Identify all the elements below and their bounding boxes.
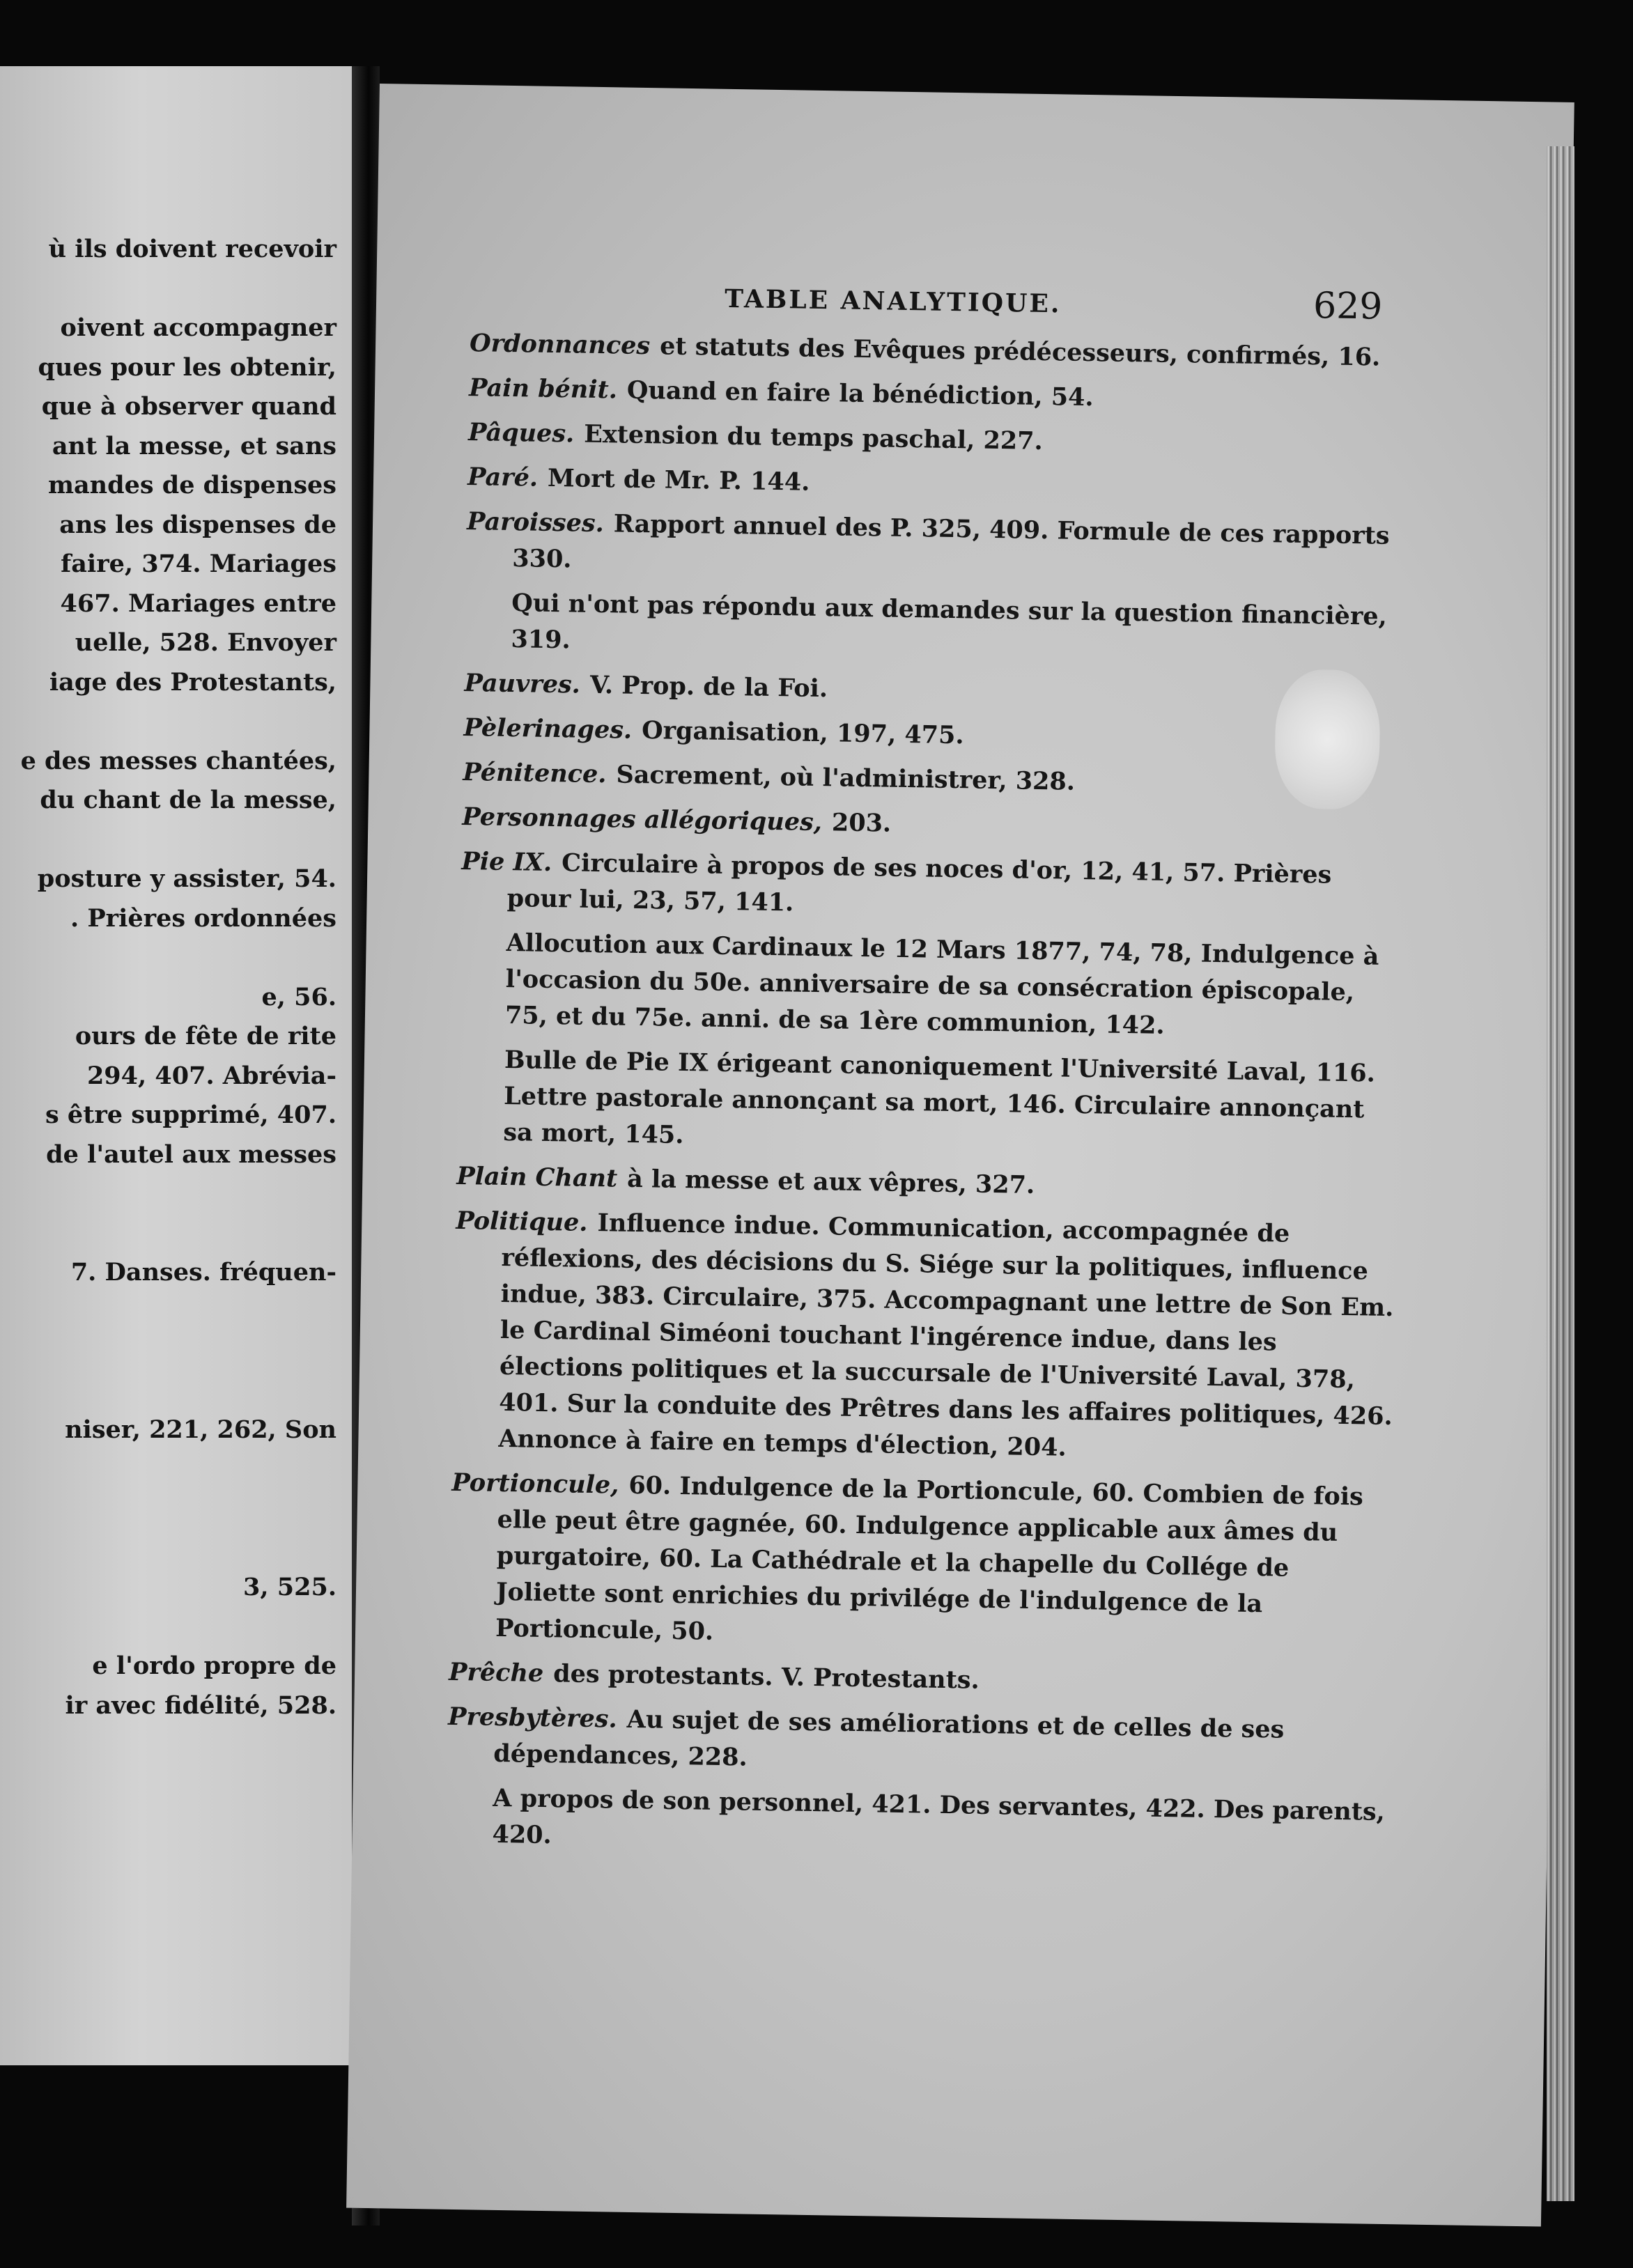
index-term: Portioncule, (451, 1468, 619, 1500)
index-text: Organisation, 197, 475. (641, 716, 964, 750)
index-term: Paré. (467, 463, 539, 492)
left-page-line: mandes de dispenses (47, 471, 336, 499)
left-page-line: ù ils doivent recevoir (48, 235, 336, 263)
index-text: des protestants. V. Protestants. (552, 1659, 980, 1695)
left-page-line: e, 56. (261, 982, 336, 1011)
left-page-line: 3, 525. (243, 1573, 336, 1601)
index-text: Mort de Mr. P. 144. (547, 463, 810, 497)
index-term: Personnages allégoriques, (462, 802, 823, 837)
index-term: Paroisses. (466, 507, 605, 538)
left-page-line: niser, 221, 262, Son (65, 1415, 336, 1444)
index-term: Pauvres. (464, 669, 581, 699)
index-entry (452, 1203, 1397, 1471)
left-page-line: ans les dispenses de (59, 510, 336, 539)
left-page-line: oivent accompagner (60, 313, 336, 342)
index-text: Au sujet de ses améliorations et de celles de ses dépendances, 228. (493, 1704, 1285, 1772)
left-page-line: ours de fête de rite (75, 1022, 336, 1050)
index-text: Circulaire à propos de ses noces d'or, 12, 41, 57. Prières pour lui, 23, 57, 141. (506, 848, 1332, 917)
index-term: Politique. (456, 1206, 588, 1237)
index-entry (463, 754, 1404, 805)
left-page-line: posture y assister, 54. (37, 864, 336, 893)
index-entry (469, 370, 1410, 421)
left-page-line: du chant de la messe, (40, 786, 336, 814)
index-entry (468, 414, 1409, 465)
index-term: Pie IX. (461, 846, 552, 878)
index-subentry: Allocution aux Cardinaux le 12 Mars 1877, 74, 78, Indulgence à l'occasion du 50e. anniversaire de sa consécration épiscopale, 75, et du 75e. anni. de sa 1ère communion, 142. (504, 929, 1379, 1040)
index-page (346, 84, 1574, 2227)
index-entry (447, 1699, 1388, 1786)
index-term: Prêche (448, 1657, 544, 1688)
index-subentry: A propos de son personnel, 421. Des servantes, 422. Des parents, 420. (492, 1783, 1386, 1850)
index-entry (470, 325, 1411, 376)
index-text: à la messe et aux vêpres, 327. (626, 1164, 1035, 1199)
index-text: 203. (831, 808, 892, 838)
left-page-line: de l'autel aux messes (46, 1140, 336, 1169)
left-page-line: e des messes chantées, (20, 746, 336, 775)
page-edges (1547, 146, 1574, 2201)
index-term: Pain bénit. (468, 373, 618, 405)
index-text: et statuts des Evêques prédécesseurs, confirmés, 16. (659, 332, 1381, 372)
left-page-line: 7. Danses. fréquen- (70, 1258, 336, 1287)
index-text: Sacrement, où l'administrer, 328. (616, 760, 1076, 796)
index-entries (446, 325, 1410, 1875)
left-page-line: ir avec fidélité, 528. (65, 1691, 336, 1720)
index-entry (464, 665, 1405, 716)
index-term: Presbytères. (447, 1702, 618, 1734)
index-entry (467, 459, 1409, 510)
index-entry (461, 844, 1402, 931)
running-header: TABLE ANALYTIQUE. (724, 284, 1062, 319)
index-term: Ordonnances (469, 329, 651, 361)
previous-page (0, 66, 352, 2065)
index-subentry: Bulle de Pie IX érigeant canoniquement l'Université Laval, 116. Lettre pastorale annonçant sa mort, 146. Circulaire annonçant sa mort, 145. (503, 1045, 1376, 1150)
left-page-line: iage des Protestants, (49, 667, 336, 697)
left-page-line: 294, 407. Abrévia- (86, 1061, 336, 1090)
left-page-line: faire, 374. Mariages (61, 550, 336, 578)
index-entry (449, 1654, 1390, 1705)
index-term: Plain Chant (456, 1161, 618, 1193)
page-number: 629 (1313, 285, 1383, 328)
left-page-line: que à observer quand (41, 392, 336, 421)
index-text: 60. Indulgence de la Portioncule, 60. Combien de fois elle peut être gagnée, 60. Indulgence applicable aux âmes du purgatoire, 60. La Cathédrale et la chapelle du Collége de Joliette sont enrichies du privilége de l'indulgence de la Portioncule, 50. (495, 1470, 1364, 1646)
left-page-line: ant la messe, et sans (52, 431, 336, 460)
left-page-line: uelle, 528. Envoyer (75, 628, 336, 657)
index-text: Influence indue. Communication, accompagnée de réflexions, des décisions du S. Siége sur la politiques, influence indue, 383. Circulaire, 375. Accompagnant une lettre de Son Em. le Cardinal Siméoni touchant l'ingérence indue, dans les élections politiques et la succursale de l'Université Laval, 378, 401. Sur la conduite des Prêtres dans les affaires politiques, 426. Annonce à faire en temps d'élection, 204. (498, 1209, 1394, 1462)
index-text: Rapport annuel des P. 325, 409. Formule de ces rapports 330. (511, 509, 1390, 574)
left-page-line: s être supprimé, 407. (45, 1101, 336, 1129)
index-text: Quand en faire la bénédiction, 54. (626, 375, 1094, 412)
index-text: V. Prop. de la Foi. (589, 670, 828, 704)
index-entry (463, 710, 1404, 761)
index-term: Pâques. (467, 418, 575, 449)
index-entry (456, 1158, 1398, 1209)
left-page-line: 467. Mariages entre (60, 589, 336, 618)
index-text: Extension du temps paschal, 227. (583, 419, 1044, 456)
left-page-line: ques pour les obtenir, (38, 352, 336, 382)
index-entry (462, 799, 1403, 850)
left-page-line: e l'ordo propre de (92, 1652, 336, 1680)
index-term: Pèlerinages. (463, 713, 633, 745)
index-entry (466, 504, 1407, 591)
left-page-line: . Prières ordonnées (70, 903, 336, 933)
index-subentry: Qui n'ont pas répondu aux demandes sur la question financière, 319. (511, 589, 1388, 655)
index-term: Pénitence. (463, 758, 607, 789)
index-entry (449, 1465, 1393, 1661)
